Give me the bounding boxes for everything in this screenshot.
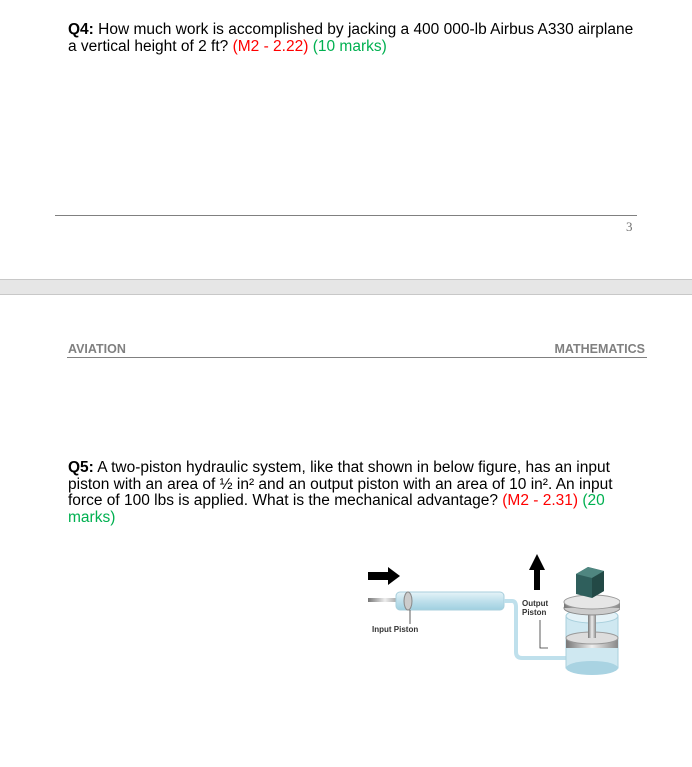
hydraulic-system-figure — [360, 550, 620, 680]
q5-reference: (M2 - 2.31) — [502, 492, 579, 509]
output-force-arrow-icon — [529, 554, 545, 590]
q5-marks: (20 marks) — [68, 492, 605, 526]
q5-text: A two-piston hydraulic system, like that shown in below figure, has an input piston with an area of ½ in² and an output piston with an area of 10 in². An input force of 100 lbs is applied. What is the mechanical advantage? — [68, 459, 613, 509]
output-piston-label-1: Output — [522, 599, 549, 608]
question-5 — [68, 460, 638, 526]
page-gap — [0, 279, 692, 295]
question-4 — [68, 22, 638, 55]
q4-reference: (M2 - 2.22) — [232, 37, 309, 55]
input-piston-label: Input Piston — [372, 625, 419, 634]
output-piston-label-2: Piston — [522, 608, 547, 617]
header-rule — [67, 357, 647, 358]
header-left: AVIATION — [68, 342, 126, 356]
header-right: MATHEMATICS — [554, 342, 645, 356]
q4-marks: (10 marks) — [312, 37, 387, 55]
page-number: 3 — [626, 219, 633, 234]
q4-text: How much work is accomplished by jacking a 400 000-lb Airbus A330 airplane a vertical height of 2 ft? — [68, 21, 634, 55]
q4-label: Q4: — [68, 21, 94, 38]
footer-rule — [55, 215, 637, 216]
input-piston — [404, 592, 412, 610]
input-force-arrow-icon — [368, 567, 400, 585]
q5-label: Q5: — [68, 459, 94, 476]
